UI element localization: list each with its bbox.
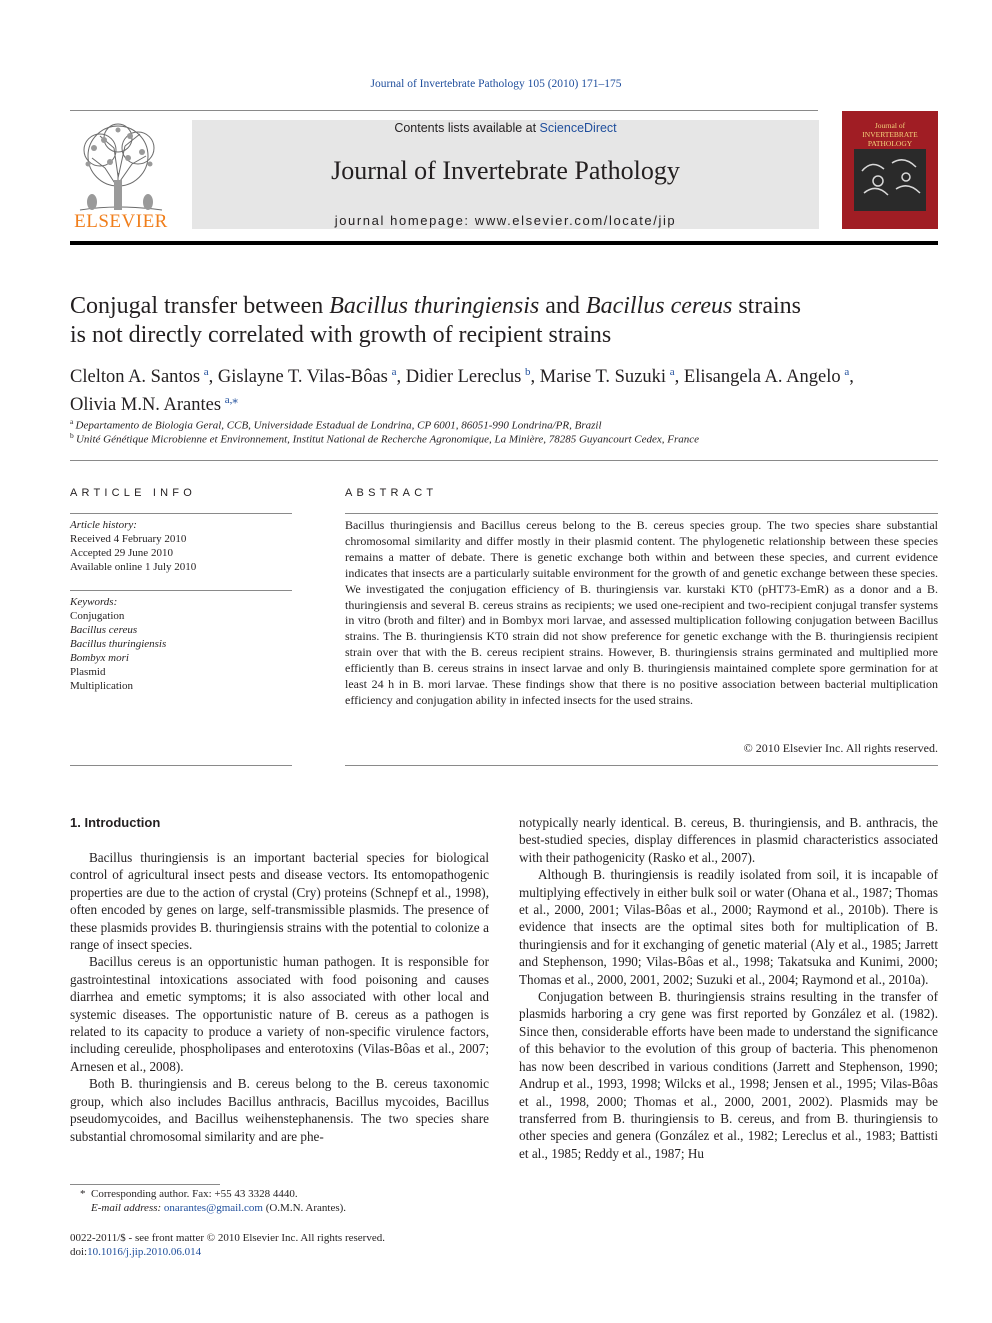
history-label [70, 518, 137, 532]
history-accepted: Accepted 29 June 2010 [70, 547, 173, 559]
journal-name: Journal of Invertebrate Pathology [331, 156, 680, 185]
keyword: Bacillus thuringiensis [70, 638, 167, 650]
header-rule [70, 110, 818, 111]
author-name: Didier Lereclus [405, 367, 522, 388]
title-species-1: Bacillus thuringiensis [329, 293, 540, 319]
sciencedirect-link[interactable]: ScienceDirect [539, 121, 617, 135]
asterisk-marker: * [80, 1188, 91, 1200]
cover-illustration-icon [842, 111, 938, 229]
author-name: Marise T. Suzuki [539, 367, 667, 388]
abstract-heading: ABSTRACT [345, 487, 438, 499]
history-online: Available online 1 July 2010 [70, 561, 197, 573]
abstract-text: Bacillus thuringiensis and Bacillus cereus belong to the B. cereus species group. The two species share substantial chromosomal similarity and differ mostly in their plasmid content. The phylogenetic relationship between these species remains a matter of debate. There is genetic exchange both within and between these species, and current evidence indicates that insects are a particularly suitable environment for the growth of and genetic exchange between these species. We investigated the conjugation efficiency of B. thuringiensis var. kurstaki KT0 (pHT73-EmR) as a donor and a B. thuringiensis and several B. cereus strains as recipients; we used one-recipient and two-recipient conjugal transfer systems in vitro (broth and filter) and in Bombyx mori larvae, and assessed multiplication following conjugation between Bacillus strains. The B. thuringiensis KT0 strain did not show preference for genetic exchange with the B. thuringiensis recipient strain over that with the B. cereus recipient strains. However, B. thuringiensis strains germinated and multiplied more efficiently than B. cereus strains in insect larvae and only B. thuringiensis maintained complete spore germination for at least 24 h in B. mori larvae. These findings show that there is no positive association between bacterial multiplication efficiency and conjugation ability in infected insects for the used strains. [345, 518, 938, 707]
corresponding-text: Corresponding author. Fax: +55 43 3328 4440. [91, 1188, 298, 1200]
affiliation-text: Departamento de Biologia Geral, CCB, Universidade Estadual de Londrina, CP 6001, 86051-990 Londrina/PR, Brazil [75, 419, 602, 432]
title-text: Conjugal transfer between [70, 293, 330, 319]
contents-prefix: Contents lists available at [394, 121, 540, 135]
author-affil-link[interactable]: a,⁎ [224, 394, 238, 407]
author-affil-link[interactable]: a [669, 366, 675, 378]
author-name: Elisangela A. Angelo [683, 367, 841, 388]
doi-line [70, 1245, 201, 1259]
contents-line [192, 121, 819, 135]
author-affil-link[interactable]: b [525, 366, 531, 378]
abstract-copyright: © 2010 Elsevier Inc. All rights reserved. [743, 741, 938, 755]
journal-homepage[interactable]: journal homepage: www.elsevier.com/locate/jip [334, 213, 677, 228]
section-heading-introduction: 1. Introduction [70, 815, 161, 830]
title-block-rule [70, 460, 938, 461]
keyword: Plasmid [70, 666, 106, 678]
publisher-logo-text: ELSEVIER [74, 211, 168, 232]
affiliation-a [70, 417, 602, 432]
journal-cover-thumbnail[interactable] [842, 111, 938, 229]
keywords-label-text: Keywords: [70, 596, 118, 608]
body-column-left [70, 849, 489, 1145]
email-name: (O.M.N. Arantes). [265, 1202, 347, 1214]
author-name: Gislayne T. Vilas-Bôas [217, 367, 388, 388]
title-text: and [539, 293, 586, 319]
keyword: Conjugation [70, 610, 125, 622]
body-column-right [519, 814, 938, 1162]
header-thick-rule [70, 241, 938, 245]
affiliation-b [70, 431, 699, 446]
journal-citation[interactable]: Journal of Invertebrate Pathology 105 (2010) 171–175 [370, 78, 622, 90]
corresponding-author-note [80, 1187, 298, 1201]
intro-paragraph: Conjugation between B. thuringiensis strains resulting in the transfer of plasmids harboring a cry gene was first reported by González et al. (1982). Since then, considerable efforts have been made to understand the significance of this behavior to the evolution of this group of bacteria. This phenomenon has now been described in various conditions (Jarrett and Stephenson, 1990; Andrup et al., 1993, 1998; Wilcks et al., 1998; Jensen et al., 1995; Vilas-Bôas et al., 1998, 2000; Thomas et al., 2000, 2001, 2002). Plasmids may be transferred from B. thuringiensis to B. cereus, and from B. thuringiensis to other species and genera (González et al., 1982; Lereclus et al., 1983; Battisti et al., 1985; Reddy et al., 1987; Hu [519, 989, 938, 1161]
author-list: Clelton A. Santos $^a$, Gislayne T. Vilas-Bôas $^a$, Didier Lereclus $^b$, Marise T. Suzuki $^a$, Elisangela A. Angelo $^a$, Olivia M.N. Arantes $^{a,⁎}$ [70, 366, 854, 416]
abstract-bottom-rule [345, 765, 938, 766]
author-affil-link[interactable]: a [844, 366, 850, 378]
cover-title: Journal of INVERTEBRATE PATHOLOGY [862, 121, 918, 148]
article-info-bottom-rule [70, 765, 292, 766]
intro-paragraph: Although B. thuringiensis is readily isolated from soil, it is incapable of multiplying effectively in either bulk soil or water (Ohana et al., 1987; Thomas et al., 2000, 2001; Vilas-Bôas et al., 2000; Raymond et al., 2010b). There is evidence that insects are the optimal sites both for multiplication of B. thuringiensis and for it exchanging of genetic material (Aly et al., 1985; Jarrett and Stephenson, 1990; Vilas-Bôas et al., 1998; Takatsuka and Kunimi, 2000; Thomas et al., 2000, 2001, 2002; Suzuki et al., 2004; Raymond et al., 2010a). [519, 867, 938, 987]
email-note [91, 1201, 346, 1215]
author-name: Olivia M.N. Arantes [70, 395, 222, 416]
footnote-rule [70, 1184, 220, 1185]
title-species-2: Bacillus cereus [585, 293, 733, 319]
keywords-label [70, 595, 117, 609]
intro-paragraph: notypically nearly identical. B. cereus, B. thuringiensis, and B. anthracis, the best-studied species, display differences in plasmid characteristics associated with their pathogenicity (Rasko et al., 2007). [519, 815, 938, 865]
history-received: Received 4 February 2010 [70, 533, 187, 545]
title-text: is not directly correlated with growth of recipient strains [70, 322, 612, 348]
elsevier-logo [70, 118, 172, 233]
email-link[interactable]: onarantes@gmail.com [163, 1202, 263, 1214]
article-info-rule [70, 513, 292, 514]
article-title [70, 292, 930, 350]
intro-paragraph: Bacillus cereus is an opportunistic human pathogen. It is responsible for gastrointestinal intoxications associated with food poisoning and causes diarrhea and emetic symptoms; it is also associated with other local and systemic diseases. The opportunistic nature of B. cereus as a pathogen is related to its capacity to produce a variety of non-specific virulence factors, including cereulide, phospholipases and enterotoxins (Vilas-Bôas et al., 2007; Arnesen et al., 2008). [70, 954, 489, 1074]
article-info-heading: ARTICLE INFO [70, 487, 196, 499]
author-affil-link[interactable]: a [391, 366, 397, 378]
affiliation-marker: b [70, 431, 74, 440]
email-label: E-mail address: [91, 1202, 162, 1214]
keyword: Multiplication [70, 680, 133, 692]
keywords-rule [70, 590, 292, 591]
keyword: Bacillus cereus [70, 624, 138, 636]
issn-line: 0022-2011/$ - see front matter © 2010 Elsevier Inc. All rights reserved. [70, 1232, 385, 1244]
abstract-rule [345, 513, 938, 514]
affiliation-marker: a [70, 417, 74, 426]
author-affil-link[interactable]: a [203, 366, 209, 378]
doi-label: doi: [70, 1246, 88, 1258]
intro-paragraph: Bacillus thuringiensis is an important bacterial species for biological control of agricultural insect pests and disease vectors. Its entomopathogenic properties are due to the action of crystal (Cry) proteins (Schnepf et al., 1998), often encoded by genes on large, self-transmissible plasmids. The presence of these plasmids provides B. thuringiensis strains with the potential to colonize a range of insect species. [70, 850, 489, 953]
intro-paragraph: Both B. thuringiensis and B. cereus belong to the B. cereus taxonomic group, which also includes Bacillus anthracis, Bacillus mycoides, Bacillus pseudomycoides, and Bacillus weihenstephanensis. The two species share substantial chromosomal similarity and are phe- [70, 1076, 489, 1144]
affiliation-text: Unité Génétique Microbienne et Environnement, Institut National de Recherche Agronomique, La Minière, 78285 Guyancourt Cedex, France [75, 433, 700, 446]
keyword: Bombyx mori [70, 652, 129, 664]
author-name: Clelton A. Santos [70, 367, 201, 388]
title-text: strains [732, 293, 801, 319]
history-label-text: Article history: [70, 519, 137, 531]
doi-link[interactable]: 10.1016/j.jip.2010.06.014 [87, 1246, 202, 1258]
